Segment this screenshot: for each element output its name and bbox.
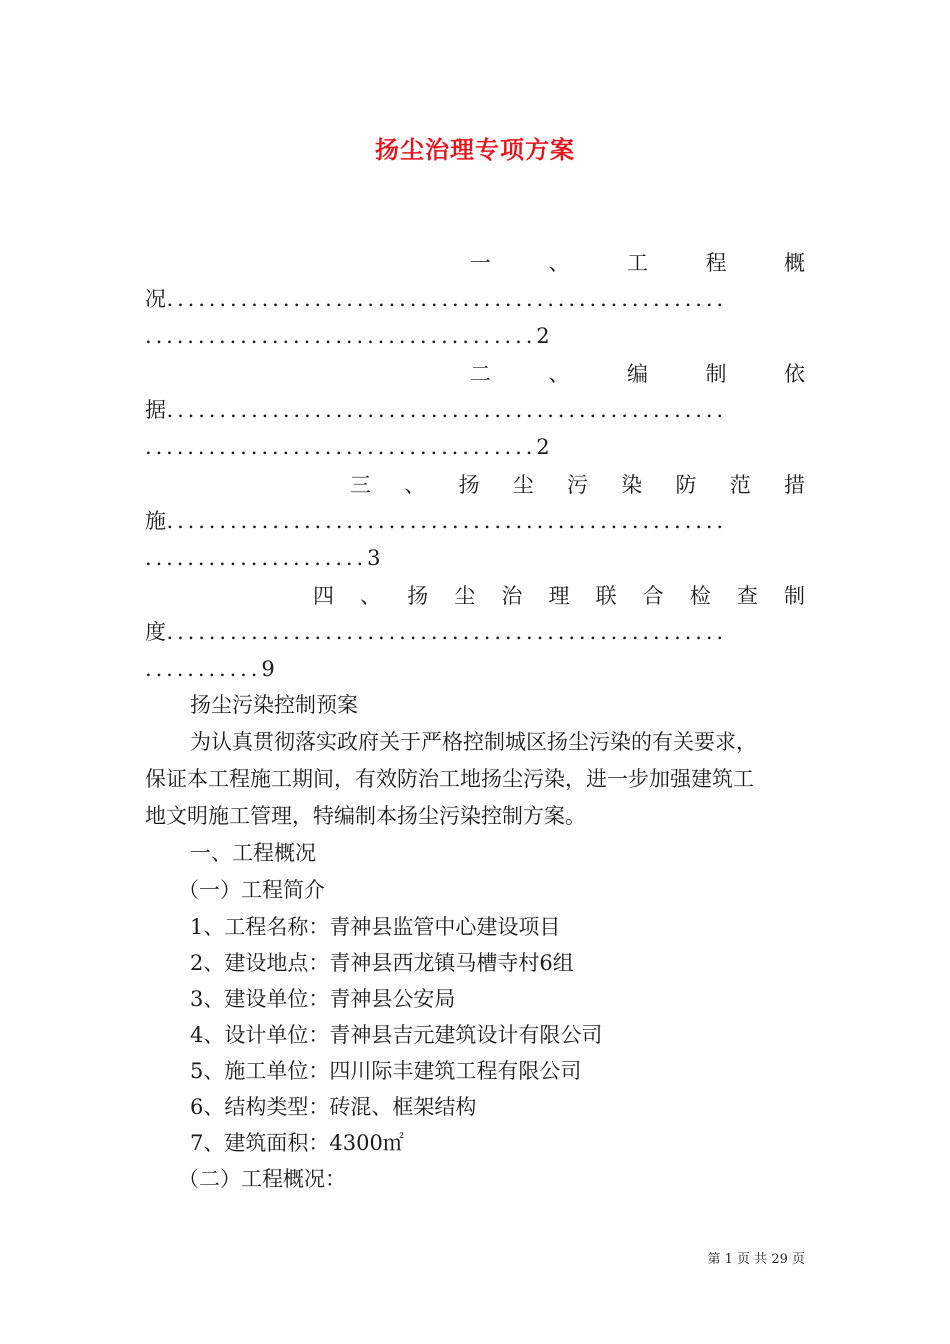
document-title: 扬尘治理专项方案 — [375, 135, 575, 164]
toc-char: 理 — [548, 584, 570, 608]
toc-char: 、 — [548, 251, 570, 275]
toc-char: 施 — [145, 509, 167, 533]
toc-page-number: 2 — [536, 324, 551, 348]
sub-heading: （一）工程简介 — [178, 878, 325, 902]
heading-level-1: 一、工程概况 — [190, 841, 316, 865]
toc-entry-heading — [350, 467, 805, 503]
list-item: 5、施工单位：四川际丰建筑工程有限公司 — [190, 1059, 582, 1083]
toc-char: 二 — [470, 362, 491, 386]
intro-paragraph-line: 保证本工程施工期间，有效防治工地扬尘污染，进一步加强建筑工 — [145, 767, 754, 791]
toc-page-number: 3 — [367, 546, 381, 570]
toc-char: 、 — [548, 362, 570, 386]
toc-char: 检 — [689, 584, 711, 608]
list-item: 7、建筑面积：4300㎡ — [190, 1131, 404, 1155]
list-item: 2、建设地点：青神县西龙镇马槽寺村6组 — [190, 951, 574, 975]
toc-char: 一 — [470, 251, 491, 275]
toc-leader-line: .....................................2 — [145, 435, 551, 459]
toc-entry[interactable] — [145, 578, 805, 688]
toc-page-number: 2 — [536, 435, 551, 459]
toc-entry-heading — [470, 356, 805, 392]
toc-char: 措 — [784, 473, 805, 497]
toc-char: 依 — [784, 362, 805, 386]
toc-entry-heading — [470, 245, 805, 281]
toc-char: 范 — [729, 473, 751, 497]
toc-leader-line: .....................3 — [145, 546, 381, 570]
toc-entry[interactable] — [145, 467, 805, 577]
toc-char: 制 — [783, 584, 805, 608]
list-item: 6、结构类型：砖混、框架结构 — [190, 1095, 477, 1119]
toc-char: 况 — [145, 287, 167, 311]
toc-leader-line: 况..................................................... — [145, 287, 727, 311]
toc-char: 制 — [705, 362, 727, 386]
toc-char: 防 — [675, 473, 697, 497]
toc-char: 、 — [404, 473, 426, 497]
toc-char: 程 — [705, 251, 727, 275]
toc-char: 扬 — [458, 473, 480, 497]
sub-heading: （二）工程概况： — [178, 1167, 346, 1191]
intro-paragraph-line: 地文明施工管理，特编制本扬尘污染控制方案。 — [145, 804, 586, 828]
page-number-footer: 第 1 页 共 29 页 — [707, 1252, 805, 1267]
toc-entry[interactable] — [145, 245, 805, 355]
toc-char: 四 — [313, 584, 334, 608]
list-item: 1、工程名称：青神县监管中心建设项目 — [190, 915, 561, 939]
toc-char: 度 — [145, 620, 167, 644]
list-item: 4、设计单位：青神县吉元建筑设计有限公司 — [190, 1023, 603, 1047]
toc-leader-line: 据..................................................... — [145, 398, 727, 422]
toc-char: 概 — [784, 251, 805, 275]
toc-char: 尘 — [454, 584, 476, 608]
toc-char: 扬 — [407, 584, 429, 608]
toc-char: 联 — [595, 584, 617, 608]
toc-char: 编 — [627, 362, 648, 386]
toc-leader-line: 施..................................................... — [145, 509, 727, 533]
toc-char: 工 — [627, 251, 648, 275]
intro-paragraph-line: 为认真贯彻落实政府关于严格控制城区扬尘污染的有关要求， — [190, 730, 757, 754]
list-item: 3、建设单位：青神县公安局 — [190, 987, 456, 1011]
toc-char: 染 — [621, 473, 643, 497]
toc-entry[interactable] — [145, 356, 805, 466]
toc-leader-line: 度..................................................... — [145, 620, 727, 644]
toc-char: 治 — [501, 584, 523, 608]
toc-char: 合 — [642, 584, 664, 608]
toc-entry-heading — [313, 578, 805, 614]
toc-char: 污 — [567, 473, 588, 497]
toc-char: 、 — [360, 584, 382, 608]
section-heading: 扬尘污染控制预案 — [190, 693, 358, 717]
toc-char: 三 — [350, 473, 371, 497]
toc-page-number: 9 — [261, 657, 276, 681]
toc-leader-line: .....................................2 — [145, 324, 551, 348]
toc-leader-line: ...........9 — [145, 657, 276, 681]
toc-char: 尘 — [512, 473, 534, 497]
toc-char: 据 — [145, 398, 167, 422]
toc-char: 查 — [736, 584, 758, 608]
